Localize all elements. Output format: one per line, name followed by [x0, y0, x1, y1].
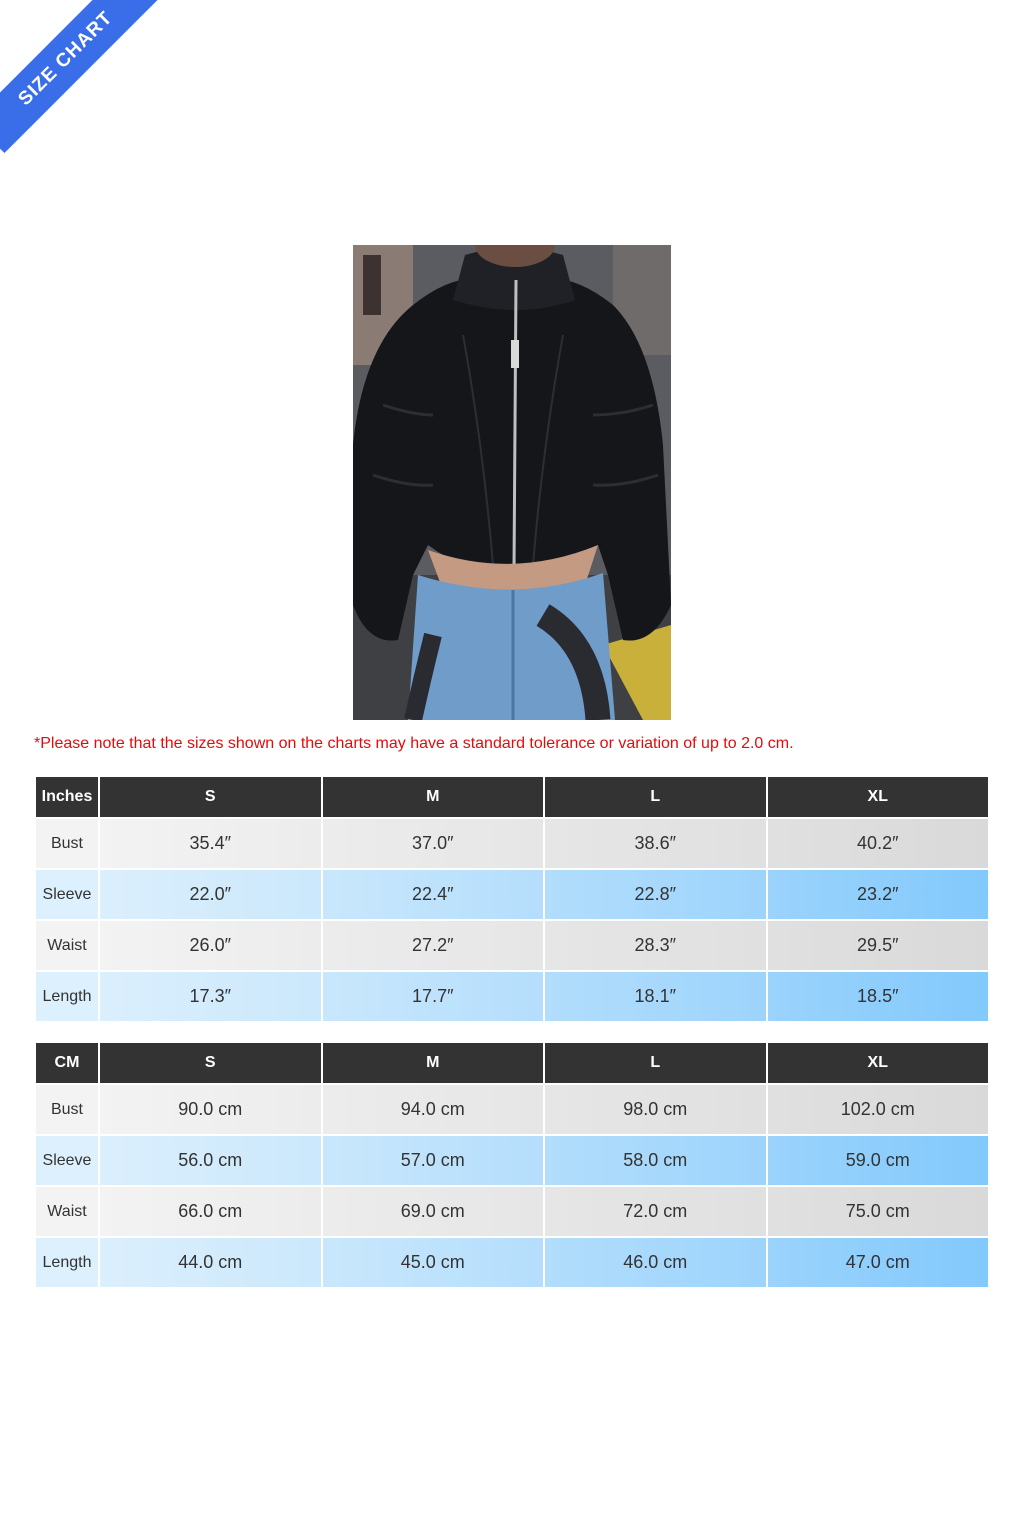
table-cell: 45.0 cm	[323, 1238, 544, 1287]
size-header-xl: XL	[768, 1043, 989, 1083]
tolerance-note: *Please note that the sizes shown on the charts may have a standard tolerance or variation of up to 2.0 cm.	[34, 735, 794, 752]
table-cell: 18.5″	[768, 972, 989, 1021]
table-cell: 90.0 cm	[100, 1085, 321, 1134]
size-header-l: L	[545, 777, 766, 817]
row-label-sleeve: Sleeve	[36, 870, 98, 919]
table-cell: 102.0 cm	[768, 1085, 989, 1134]
table-cell: 72.0 cm	[545, 1187, 766, 1236]
size-header-xl: XL	[768, 777, 989, 817]
table-row	[36, 1187, 988, 1236]
table-row	[36, 921, 988, 970]
product-photo-illustration	[353, 245, 671, 720]
table-cell: 94.0 cm	[323, 1085, 544, 1134]
table-cell: 22.4″	[323, 870, 544, 919]
table-cell: 22.0″	[100, 870, 321, 919]
size-header-m: M	[323, 1043, 544, 1083]
size-header-s: S	[100, 777, 321, 817]
table-cell: 18.1″	[545, 972, 766, 1021]
table-cell: 17.7″	[323, 972, 544, 1021]
table-cell: 35.4″	[100, 819, 321, 868]
size-chart-badge: SIZE CHART	[0, 0, 160, 153]
size-header-l: L	[545, 1043, 766, 1083]
row-label-waist: Waist	[36, 1187, 98, 1236]
table-cell: 28.3″	[545, 921, 766, 970]
table-row	[36, 1136, 988, 1185]
row-label-bust: Bust	[36, 819, 98, 868]
unit-header: Inches	[36, 777, 98, 817]
table-cell: 56.0 cm	[100, 1136, 321, 1185]
table-row	[36, 972, 988, 1021]
unit-header: CM	[36, 1043, 98, 1083]
table-cell: 38.6″	[545, 819, 766, 868]
table-cell: 22.8″	[545, 870, 766, 919]
size-chart-badge-wrap	[0, 0, 160, 160]
row-label-waist: Waist	[36, 921, 98, 970]
table-cell: 46.0 cm	[545, 1238, 766, 1287]
table-cell: 29.5″	[768, 921, 989, 970]
table-row	[36, 1238, 988, 1287]
table-cell: 40.2″	[768, 819, 989, 868]
row-label-bust: Bust	[36, 1085, 98, 1134]
table-cell: 57.0 cm	[323, 1136, 544, 1185]
table-cell: 17.3″	[100, 972, 321, 1021]
table-cell: 27.2″	[323, 921, 544, 970]
table-cell: 98.0 cm	[545, 1085, 766, 1134]
product-photo	[353, 245, 671, 720]
table-cell: 75.0 cm	[768, 1187, 989, 1236]
size-table-inches	[34, 775, 990, 1023]
table-cell: 58.0 cm	[545, 1136, 766, 1185]
size-header-s: S	[100, 1043, 321, 1083]
table-row	[36, 819, 988, 868]
table-cell: 66.0 cm	[100, 1187, 321, 1236]
header-row	[36, 1043, 988, 1083]
table-cell: 26.0″	[100, 921, 321, 970]
table-cell: 47.0 cm	[768, 1238, 989, 1287]
table-row	[36, 1085, 988, 1134]
row-label-sleeve: Sleeve	[36, 1136, 98, 1185]
table-cell: 44.0 cm	[100, 1238, 321, 1287]
table-cell: 23.2″	[768, 870, 989, 919]
row-label-length: Length	[36, 1238, 98, 1287]
header-row	[36, 777, 988, 817]
row-label-length: Length	[36, 972, 98, 1021]
size-header-m: M	[323, 777, 544, 817]
size-table-cm	[34, 1041, 990, 1289]
table-cell: 37.0″	[323, 819, 544, 868]
table-row	[36, 870, 988, 919]
table-cell: 59.0 cm	[768, 1136, 989, 1185]
table-cell: 69.0 cm	[323, 1187, 544, 1236]
